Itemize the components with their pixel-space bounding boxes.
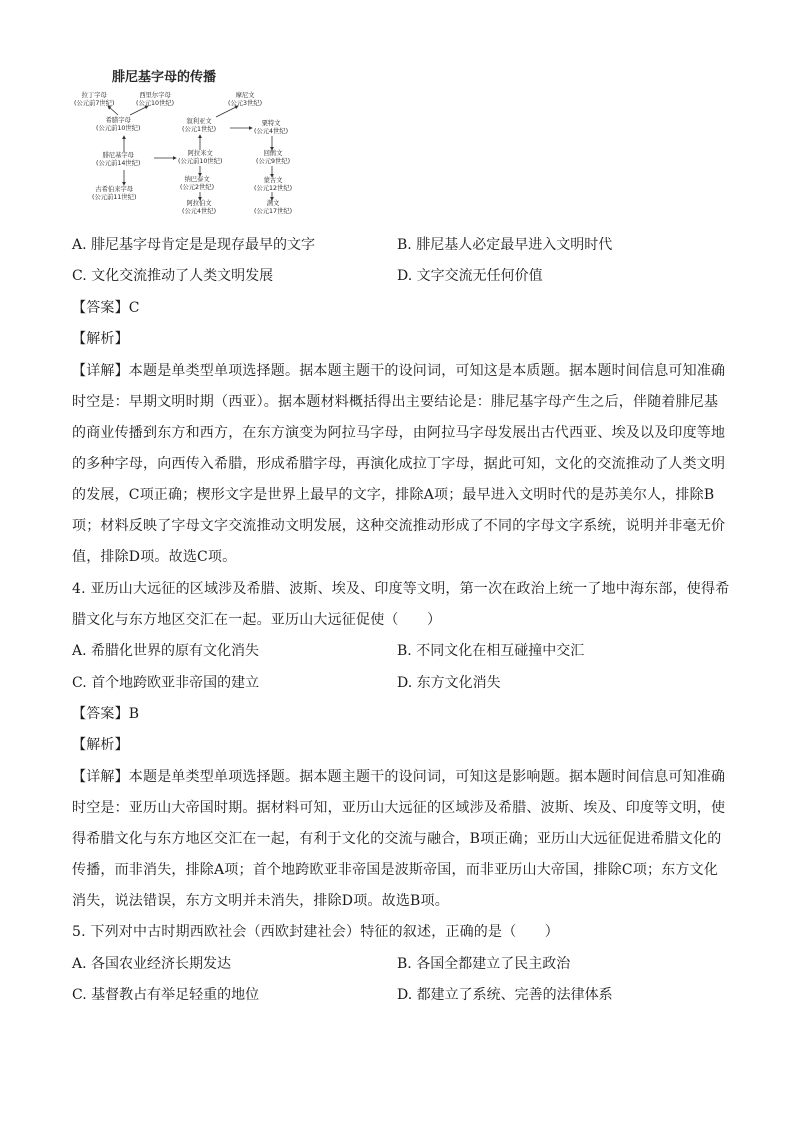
node-manchu: 满文 (公元17世纪) (254, 200, 293, 215)
q4-detail-line: 得希腊文化与东方地区交汇在一起，有利于文化的交流与融合，B项正确；亚历山大远征促进希腊文化的 (72, 831, 722, 847)
node-aramaic: 阿拉米文 (公元前10世纪) (178, 150, 223, 165)
node-hebrew: 古希伯来字母 (公元前11世纪) (92, 186, 137, 201)
q4-option-a: A. 希腊化世界的原有文化消失 (72, 643, 260, 659)
q3-detail-line: 时空是：早期文明时期（西亚）。据本题材料概括得出主要结论是：腓尼基字母产生之后，伴随着腓尼基 (72, 394, 719, 410)
node-manichaean: 摩尼文 (公元3世纪) (228, 92, 263, 107)
q3-detail-line: 的多种字母，向西传入希腊，形成希腊字母，再演化成拉丁字母，据此可知，文化的交流推动了人类文明 (72, 456, 726, 472)
node-latin: 拉丁字母 (公元前7世纪) (74, 92, 115, 107)
q3-detail-line: 值，排除D项。故选C项。 (72, 549, 237, 565)
q3-detail-line: 【详解】本题是单类型单项选择题。据本题主题干的设问词，可知这是本质题。据本题时间信息可知准确 (72, 363, 726, 379)
q4-analysis-label: 【解析】 (72, 737, 129, 753)
q3-answer: 【答案】C (72, 300, 140, 316)
node-cyrillic: 西里尔字母 (公元10世纪) (136, 92, 175, 107)
q3-analysis-label: 【解析】 (72, 331, 129, 347)
node-arabic: 阿拉伯文 (公元4世纪) (182, 200, 217, 215)
q5-option-b: B. 各国全都建立了民主政治 (397, 956, 571, 972)
q5-option-a: A. 各国农业经济长期发达 (72, 956, 232, 972)
node-uyghur: 回鹘文 (公元9世纪) (256, 150, 291, 165)
node-sogdian: 粟特文 (公元4世纪) (254, 120, 289, 135)
q3-option-c: C. 文化交流推动了人类文明发展 (72, 268, 274, 284)
q4-detail-line: 消失，说法错误，东方文明并未消失，排除D项。故选B项。 (72, 893, 449, 909)
figure-title: 腓尼基字母的传播 (112, 70, 217, 85)
q3-detail-line: 项；材料反映了字母文字交流推动文明发展，这种交流推动形成了不同的字母文字系统，说明并非毫无价 (72, 518, 726, 534)
q4-option-d: D. 东方文化消失 (397, 675, 501, 691)
node-syriac: 叙利亚文 (公元1世纪) (182, 118, 217, 133)
q5-stem: 5. 下列对中古时期西欧社会（西欧封建社会）特征的叙述，正确的是（ ） (72, 924, 560, 940)
q3-detail-line: 的商业传播到东方和西方，在东方演变为阿拉马字母，由阿拉马字母发展出古代西亚、埃及以及印度等地 (72, 425, 726, 441)
q4-detail-line: 时空是：亚历山大帝国时期。据材料可知，亚历山大远征的区域涉及希腊、波斯、埃及、印度等文明，使 (72, 800, 726, 816)
node-nabataean: 纳巴泰文 (公元2世纪) (180, 176, 215, 191)
q4-stem-line: 腊文化与东方地区交汇在一起。亚历山大远征促使（ ） (72, 612, 442, 628)
q5-option-c: C. 基督教占有举足轻重的地位 (72, 987, 260, 1003)
q4-stem-line: 4. 亚历山大远征的区域涉及希腊、波斯、埃及、印度等文明，第一次在政治上统一了地中海东部，使得希 (72, 581, 730, 597)
q3-option-b: B. 腓尼基人必定最早进入文明时代 (397, 237, 613, 253)
node-greek: 希腊字母 (公元前10世纪) (96, 117, 141, 132)
alphabet-spread-diagram (66, 62, 326, 222)
q4-option-c: C. 首个地跨欧亚非帝国的建立 (72, 675, 260, 691)
q5-option-d: D. 都建立了系统、完善的法律体系 (397, 987, 613, 1003)
q3-option-a: A. 腓尼基字母肯定是是现存最早的文字 (72, 237, 316, 253)
q4-detail-line: 传播，而非消失，排除A项；首个地跨欧亚非帝国是波斯帝国，而非亚历山大帝国，排除C项；东方文化 (72, 862, 719, 878)
q4-detail-line: 【详解】本题是单类型单项选择题。据本题主题干的设问词，可知这是影响题。据本题时间信息可知准确 (72, 769, 726, 785)
q3-detail-line: 的发展，C项正确；楔形文字是世界上最早的文字，排除A项；最早进入文明时代的是苏美尔人，排除B (72, 487, 715, 503)
node-phoenician: 腓尼基字母 (公元前14世纪) (96, 152, 141, 167)
node-mongol: 蒙古文 (公元12世纪) (254, 177, 293, 192)
q4-answer: 【答案】B (72, 706, 140, 722)
q3-option-d: D. 文字交流无任何价值 (397, 268, 543, 284)
q4-option-b: B. 不同文化在相互碰撞中交汇 (397, 643, 585, 659)
